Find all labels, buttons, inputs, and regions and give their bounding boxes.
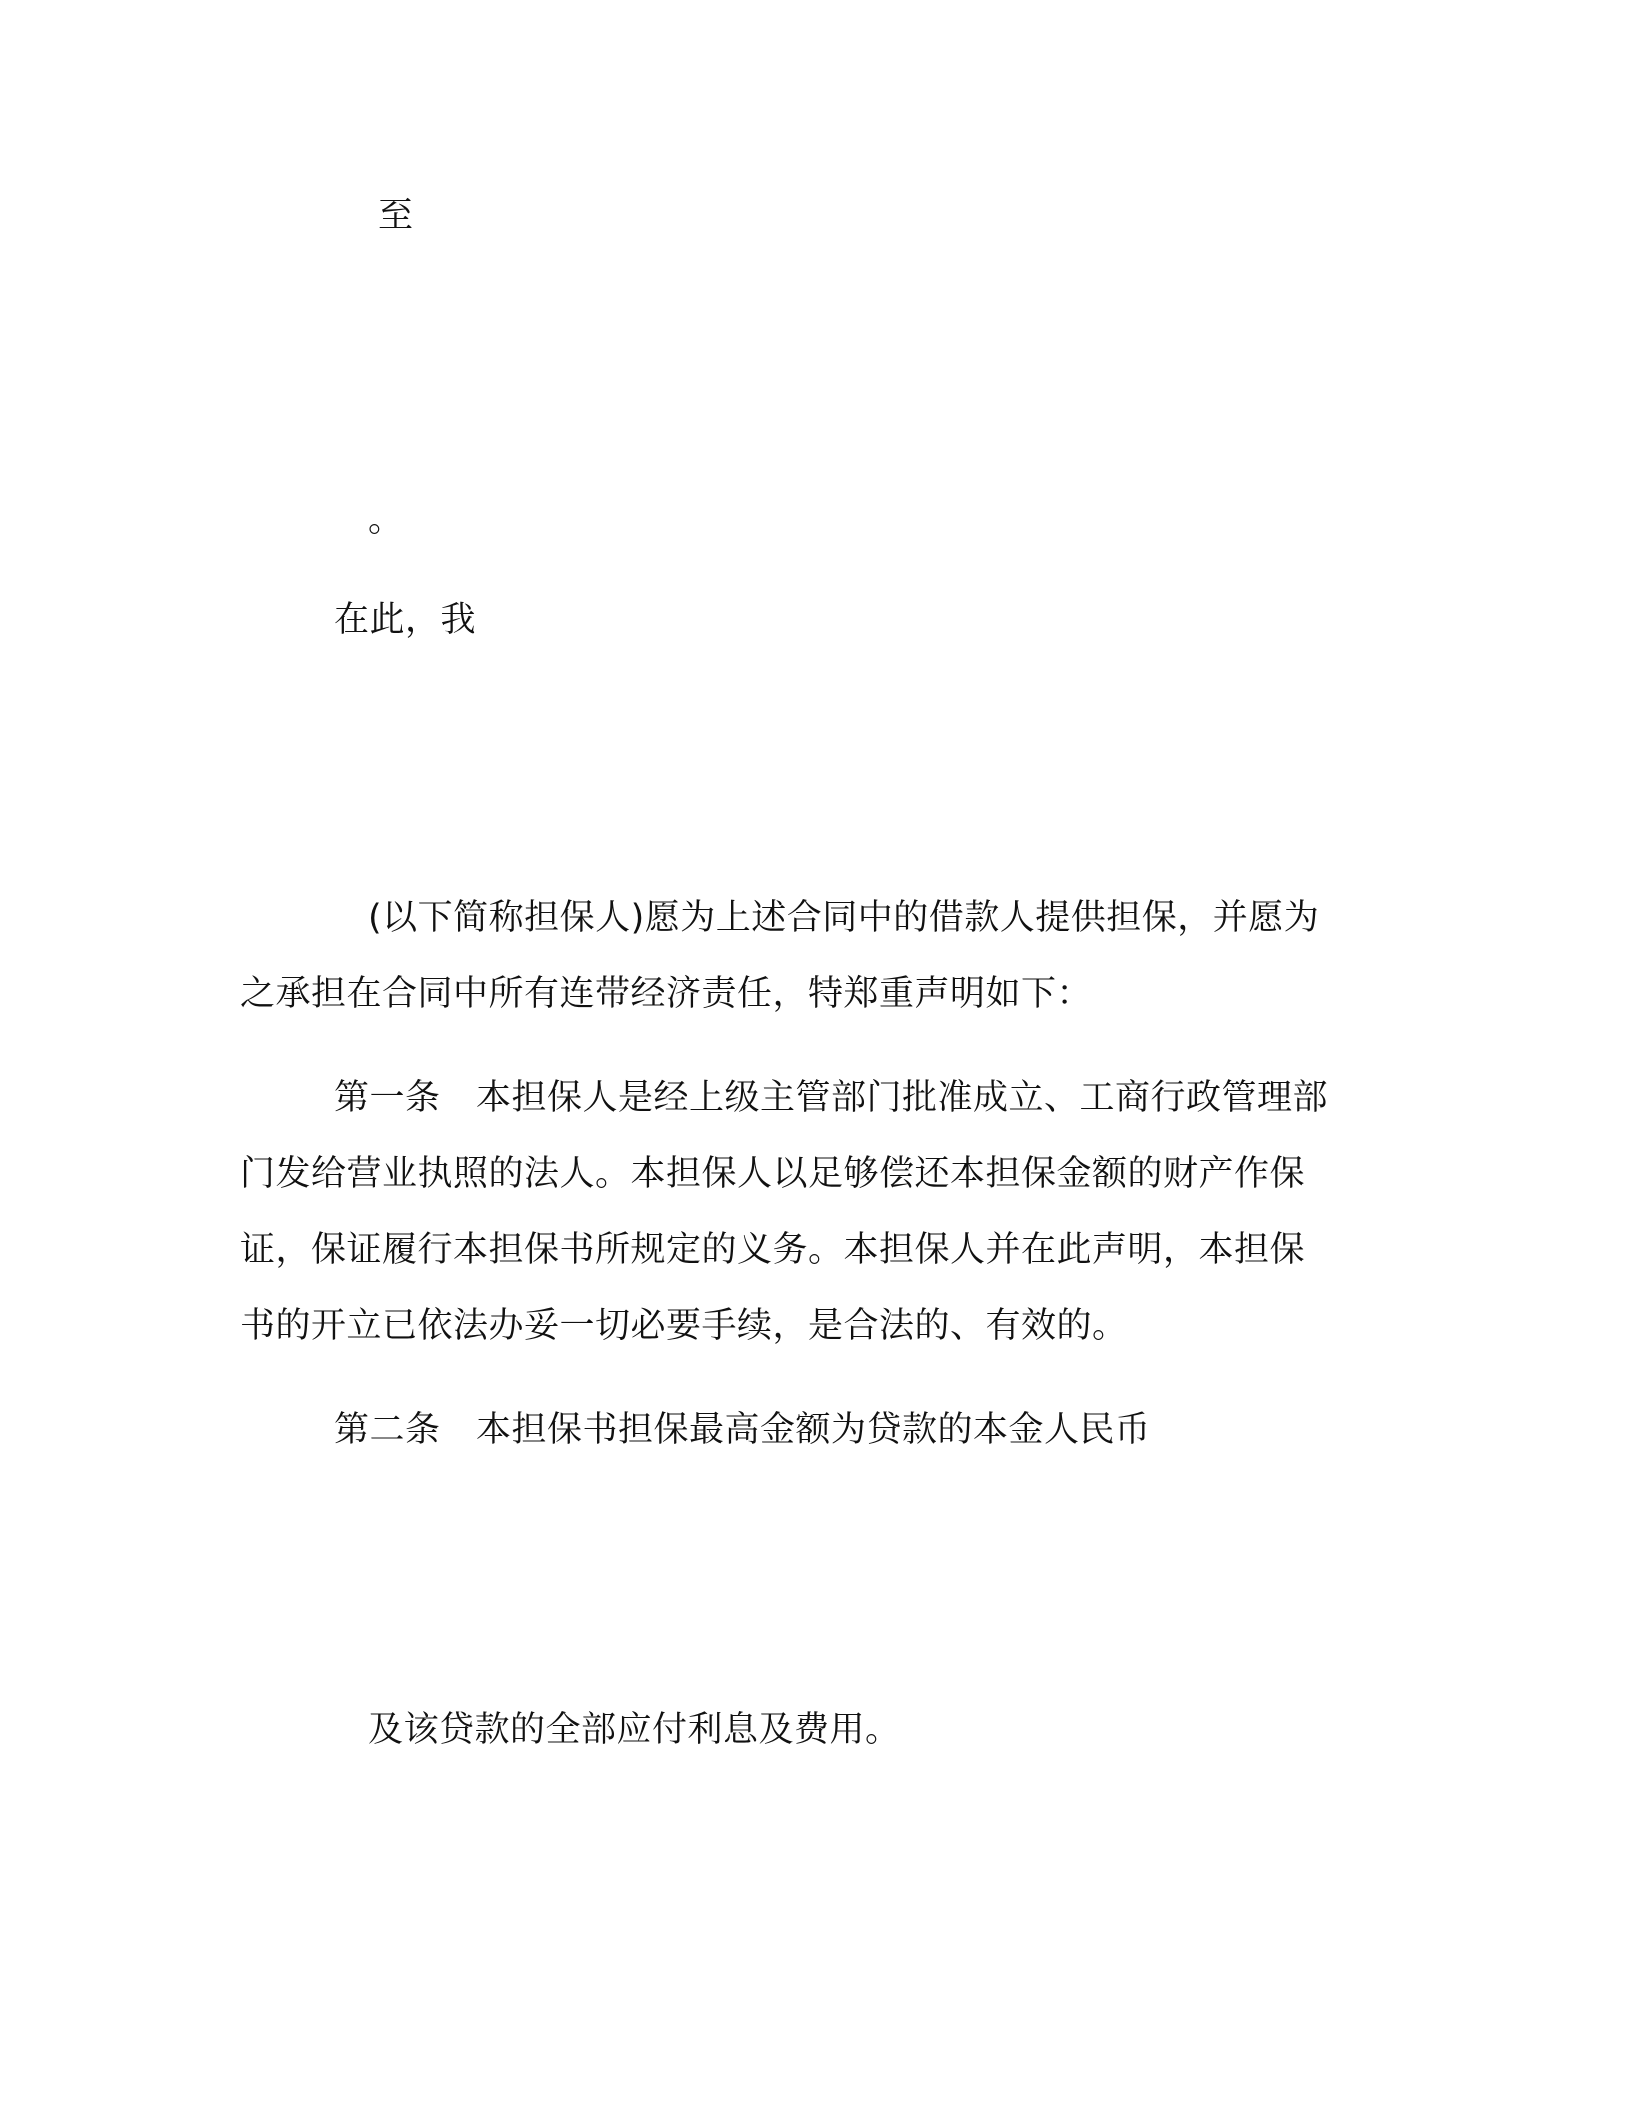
text-line-article1-a: 第一条 本担保人是经上级主管部门批准成立、工商行政管理部 <box>334 1078 1329 1118</box>
text-line-interest: 及该贷款的全部应付利息及费用。 <box>368 1710 901 1750</box>
text-line-guarantor-intro: (以下简称担保人)愿为上述合同中的借款人提供担保，并愿为 <box>368 898 1320 938</box>
text-line-article1-d: 书的开立已依法办妥一切必要手续，是合法的、有效的。 <box>240 1306 1128 1346</box>
text-line-article2: 第二条 本担保书担保最高金额为贷款的本金人民币 <box>334 1410 1151 1450</box>
text-line-to: 至 <box>378 196 414 236</box>
text-line-declaration: 之承担在合同中所有连带经济责任，特郑重声明如下： <box>240 974 1093 1014</box>
text-line-period: 。 <box>368 500 404 540</box>
text-line-hereby: 在此，我 <box>334 600 477 640</box>
text-line-article1-b: 门发给营业执照的法人。本担保人以足够偿还本担保金额的财产作保 <box>240 1154 1306 1194</box>
text-line-article1-c: 证，保证履行本担保书所规定的义务。本担保人并在此声明，本担保 <box>240 1230 1306 1270</box>
